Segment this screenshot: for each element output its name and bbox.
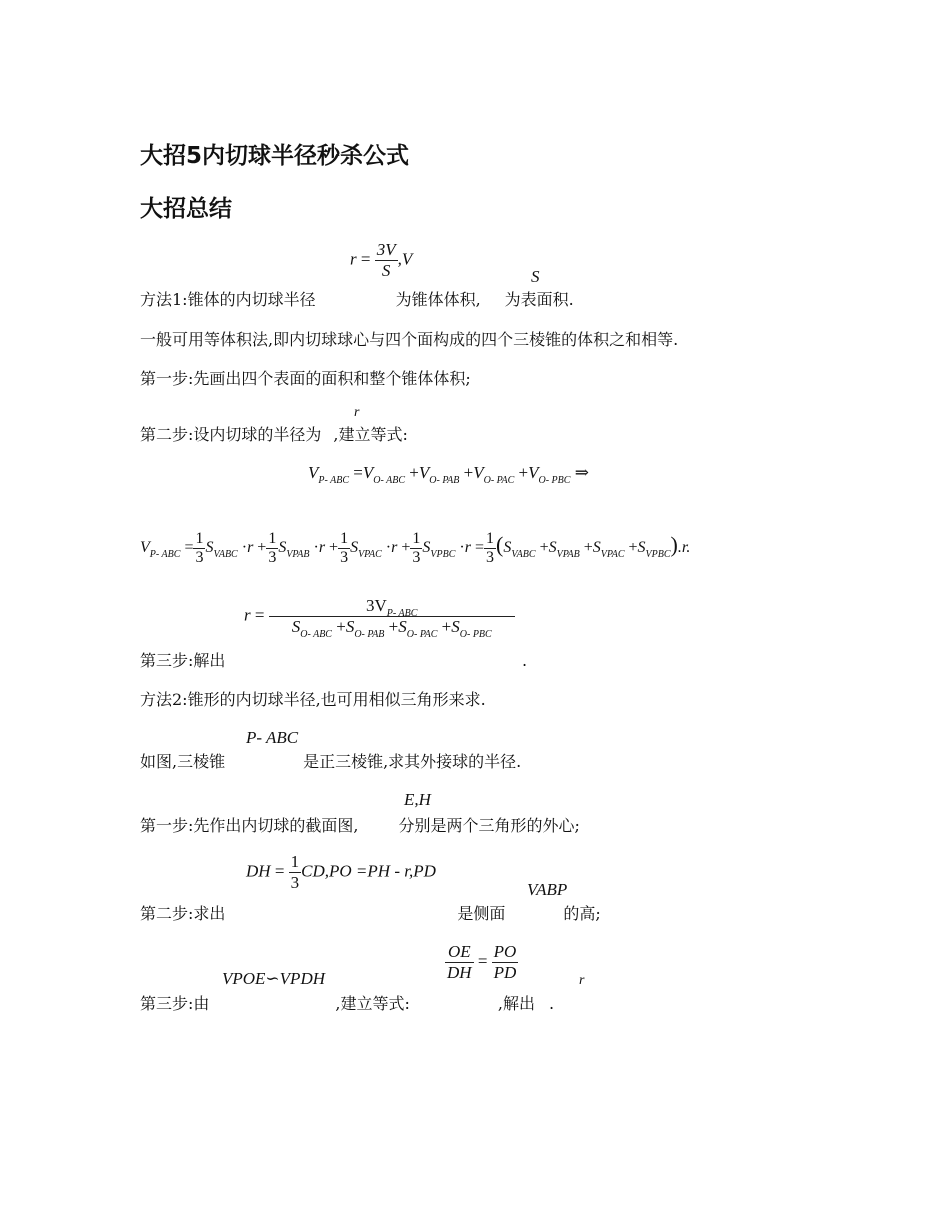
m2-step1-line: 第一步:先作出内切球的截面图, 分别是两个三角形的外心; [140, 816, 580, 835]
equal-volume-line: 一般可用等体积法,即内切球球心与四个面构成的四个三棱锥的体积之和相等. [140, 330, 679, 349]
triangle-abp: VABP [527, 880, 568, 899]
var-r-step3: r [579, 973, 585, 988]
step3-end: . [522, 651, 528, 670]
m2-step3-line: 第三步:由 ,建立等式: ,解出 . [140, 994, 555, 1013]
formula-r-3v-over-s: r = $\frac{3V}{S}$ ,V [350, 240, 413, 280]
step1-line: 第一步:先画出四个表面的面积和整个锥体体积; [140, 369, 471, 388]
area-equation: $V_{P- ABC}$ = $\frac{1}{3}$ $S_{VABC} \cdot r$ + $\frac{1}{3}$ $S_{VPAB} \cdot r$ + $\frac{1}{3}$ $S_{VPAC} \cdot r$ + $\frac{1}{3}$ $S_{VPBC} \cdot r$ = $\frac{1}{3}$ $(S_{VABC} +S_{VPAB} +S_{VPAC} +S_{VPBC}).r$. [140, 530, 691, 566]
step3-label: 第三步:解出 [140, 651, 226, 670]
var-r-floating: r [354, 405, 360, 420]
expr-e-h: E,H [404, 790, 431, 809]
dh-po-pd-formula: DH = $\frac{1}{3}$ CD,PO =PH - r,PD [246, 852, 436, 892]
ratio-equation: $\frac{OE}{DH}$ = $\frac{PO}{PD}$ [447, 942, 517, 982]
r-solution-formula: r = $\frac{3V_{P- ABC}}{S_{O- ABC} +S_{O- PAB} +S_{O- PAC} +S_{O- PBC}}$ [244, 596, 515, 637]
section-heading-summary: 大招总结 [140, 196, 232, 222]
volume-equation: $V_{P- ABC} =V_{O- ABC} +V_{O- PAB} +V_{O- PAC} +V_{O- PBC}$ ⇒ [308, 463, 589, 486]
var-s: S [531, 267, 540, 286]
m2-step2-line: 第二步:求出 是侧面 的高; [140, 904, 601, 923]
step2-line: 第二步:设内切球的半径为 ,建立等式: [140, 425, 408, 444]
example-line: 如图,三棱锥 是正三棱锥,求其外接球的半径. [140, 752, 522, 771]
method1-line: 方法1:锥体的内切球半径 为锥体体积, 为表面积. [140, 290, 574, 309]
pyramid-name: P- ABC [246, 728, 299, 747]
page-title: 大招5内切球半径秒杀公式 [140, 143, 410, 169]
similar-triangles: VPOE∽VPDH [222, 969, 325, 988]
method2-line: 方法2:锥形的内切球半径,也可用相似三角形来求. [140, 690, 486, 709]
